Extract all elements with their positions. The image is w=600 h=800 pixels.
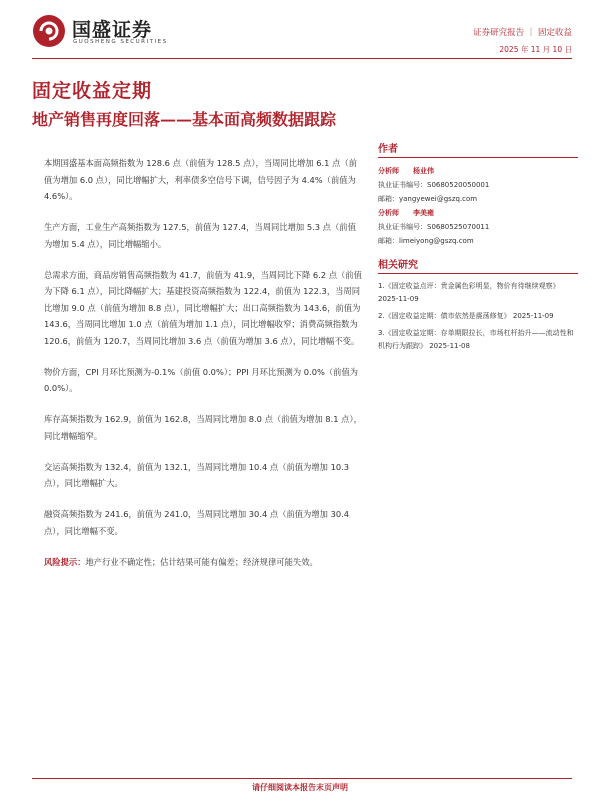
license-label: 执业证书编号： xyxy=(378,181,427,189)
report-title: 地产销售再度回落——基本面高频数据跟踪 xyxy=(32,110,337,129)
analyst-email-row xyxy=(378,234,578,248)
analyst-name: 李美雍 xyxy=(413,209,434,217)
analyst-email-link[interactable]: yangyewei@gszq.com xyxy=(399,195,478,203)
related-research-item[interactable]: 1.《固定收益点评：贵金属色彩明显，物价有待继续观察》 2025-11-09 xyxy=(378,282,560,303)
related-research-item[interactable]: 2.《固定收益定期：债市依然是震荡修复》 2025-11-09 xyxy=(378,312,554,320)
demand-paragraph: 总需求方面，商品房销售高频指数为 41.7，前值为 41.9，当周同比下降 6.2 点（前值为下降 6.1 点），同比降幅扩大；基建投资高频指数为 122.4，前值为 122.3，当周同比增加 9.0 点（前值为增加 8.8 点），同比增幅扩大；出口高频指数为 143.6，前值为 143.6，当周同比增加 1.0 点（前值为增加 1.1 点），同比增幅收窄；消费高频指数为 120.6，前值为 120.7，当周同比增加 3.6 点（前值为增加 3.6 点），同比增幅不变。 xyxy=(44,269,362,346)
analyst-role: 分析师 xyxy=(378,167,399,175)
risk-label: 风险提示： xyxy=(44,556,86,567)
report-header xyxy=(0,0,600,58)
license-label: 执业证书编号： xyxy=(378,223,427,231)
sidebar xyxy=(378,140,578,357)
company-logo xyxy=(32,14,182,50)
risk-text: 地产行业不确定性；估计结果可能有偏差；经济规律可能失效。 xyxy=(85,556,318,567)
analyst-role: 分析师 xyxy=(378,209,399,217)
risk-warning xyxy=(44,554,364,571)
report-category-title: 固定收益定期 xyxy=(32,80,153,102)
analyst-name-row xyxy=(378,164,578,178)
analyst-email-row xyxy=(378,192,578,206)
analyst-name: 杨业伟 xyxy=(413,167,434,175)
related-research-heading: 相关研究 xyxy=(378,256,578,274)
email-label: 邮箱： xyxy=(378,195,399,203)
financing-paragraph: 融资高频指数为 241.6，前值为 241.0，当周同比增加 30.4 点（前值为增加 30.4 点），同比增幅不变。 xyxy=(44,509,350,536)
production-paragraph: 生产方面，工业生产高频指数为 127.5，前值为 127.4，当周同比增加 5.3 点（前值为增加 5.4 点），同比增幅缩小。 xyxy=(44,222,356,249)
analyst-email-link[interactable]: limeiyong@gszq.com xyxy=(399,237,474,245)
analyst-name-row xyxy=(378,206,578,220)
logo-text-cn: 国盛证券 xyxy=(72,19,153,41)
analyst-license-row xyxy=(378,220,578,234)
summary-paragraph: 本期国盛基本面高频指数为 128.6 点（前值为 128.5 点），当周同比增加 6.1 点（前值为增加 6.0 点），同比增幅扩大，利率债多空信号下调，信号因子为 4.4%（前值为 4.6%）。 xyxy=(44,158,357,201)
report-date: 2025 年 11 月 10 日 xyxy=(499,45,572,54)
authors-heading: 作者 xyxy=(378,140,578,158)
analyst-license-row xyxy=(378,178,578,192)
license-number: S0680520050001 xyxy=(427,181,490,189)
header-divider xyxy=(32,58,572,59)
footer-disclaimer: 请仔细阅读本报告末页声明 xyxy=(252,783,348,792)
transport-paragraph: 交运高频指数为 132.4，前值为 132.1，当周同比增加 10.4 点（前值为增加 10.3 点），同比增幅扩大。 xyxy=(44,461,350,488)
price-paragraph: 物价方面，CPI 月环比预测为-0.1%（前值 0.0%）；PPI 月环比预测为 0.0%（前值为 0.0%）。 xyxy=(44,366,359,393)
footer-divider xyxy=(32,778,572,779)
report-type: 证券研究报告 ｜ 固定收益 xyxy=(473,28,572,38)
license-number: S0680525070011 xyxy=(427,223,490,231)
inventory-paragraph: 库存高频指数为 162.9，前值为 162.8，当周同比增加 8.0 点（前值为增加 8.1 点），同比增幅缩窄。 xyxy=(44,414,362,441)
email-label: 邮箱： xyxy=(378,237,399,245)
related-research-item[interactable]: 3.《固定收益定期：存单期限拉长，市场杠杆抬升——流动性和机构行为跟踪》 2025-11-08 xyxy=(378,329,574,350)
logo-mark-icon xyxy=(32,14,66,48)
logo-text-en: GUOSHENG SECURITIES xyxy=(73,39,168,45)
report-body xyxy=(44,155,364,585)
